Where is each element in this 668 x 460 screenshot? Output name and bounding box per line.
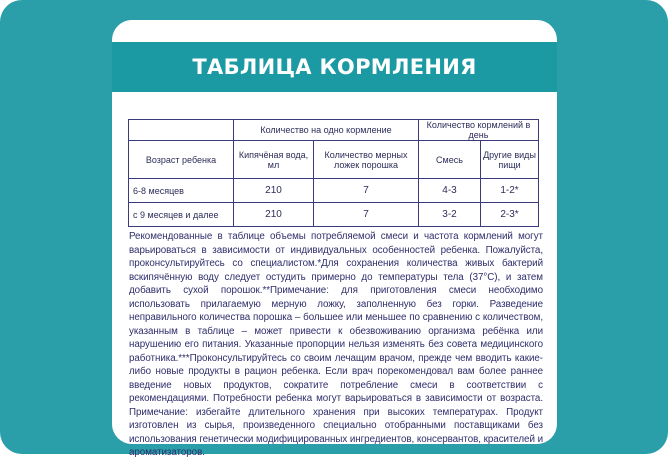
column-header-scoops: Количество мерных ложек порошка xyxy=(314,141,419,179)
cell-scoops: 7 xyxy=(314,203,419,227)
table-row xyxy=(129,179,539,203)
cell-age: 6-8 месяцев xyxy=(129,179,234,203)
cell-other: 2-3* xyxy=(481,203,539,227)
table-row xyxy=(129,203,539,227)
cell-scoops: 7 xyxy=(314,179,419,203)
group-header-per-day: Количество кормлений в день xyxy=(419,120,539,141)
column-header-other: Другие виды пищи xyxy=(481,141,539,179)
title-band xyxy=(112,42,557,92)
table-group-header-row xyxy=(129,120,539,141)
column-header-age: Возраст ребенка xyxy=(129,141,234,179)
cell-other: 1-2* xyxy=(481,179,539,203)
cell-age: с 9 месяцев и далее xyxy=(129,203,234,227)
column-header-formula: Смесь xyxy=(419,141,481,179)
table-column-header-row xyxy=(129,141,539,179)
cell-formula: 4-3 xyxy=(419,179,481,203)
cell-formula: 3-2 xyxy=(419,203,481,227)
feeding-table xyxy=(128,119,539,227)
page-title: ТАБЛИЦА КОРМЛЕНИЯ xyxy=(192,55,477,79)
column-header-water: Кипячёная вода, мл xyxy=(234,141,314,179)
notes-paragraph: Рекомендованные в таблице объемы потребляемой смеси и частота кормлений могут варьироваться в зависимости от индивидуальных особенностей ребенка. Пожалуйста, проконсультируйтесь со специалистом.*Для сохранения количества живых бактерий вскипячённую воду следует остудить примерно до температуры тела (37°С), и затем добавить сухой порошок.**Примечание: для приготовления смеси необходимо использовать прилагаемую мерную ложку, заполненную без горки. Разведение неправильного количества порошка – большее или меньшее по сравнению с количеством, указанным в таблице – может привести к обезвоживанию организма ребёнка или нарушению его питания. Указанные пропорции нельзя изменять без совета медицинского работника.***Проконсультируйтесь со своим лечащим врачом, прежде чем вводить какие-либо новые продукты в рацион ребенка. Если врач порекомендовал вам более раннее введение новых продуктов, сократите потребление смеси в соответствии с рекомендациями. Потребности ребенка могут варьироваться в зависимости от возраста. Примечание: избегайте длительного хранения при высоких температурах. Продукт изготовлен из сырья, произведенного специально отобранными поставщиками без использования генетически модифицированных ингредиентов, консервантов, красителей и ароматизаторов. xyxy=(129,231,543,458)
table-empty-cell xyxy=(129,120,234,141)
feeding-card xyxy=(112,20,557,458)
cell-water: 210 xyxy=(234,179,314,203)
group-header-per-feeding: Количество на одно кормление xyxy=(234,120,419,141)
cell-water: 210 xyxy=(234,203,314,227)
